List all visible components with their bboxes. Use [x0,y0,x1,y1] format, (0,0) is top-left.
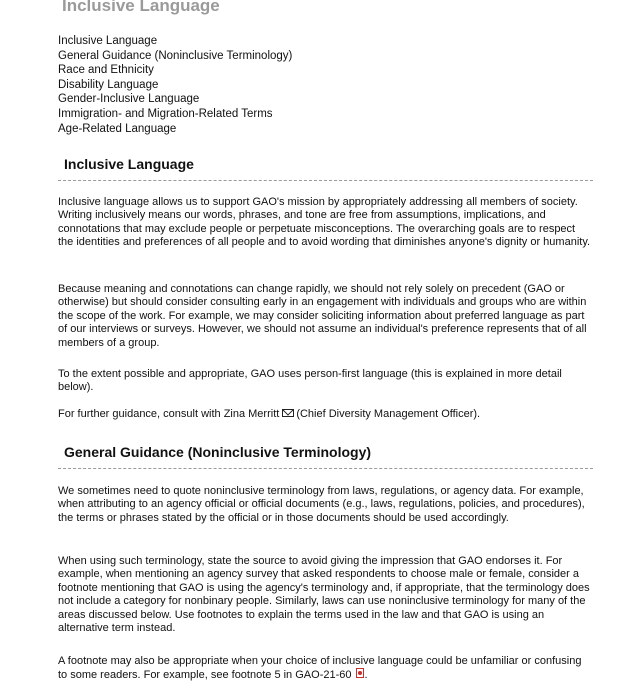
toc-item[interactable] [58,92,292,107]
toc-item[interactable] [58,78,292,93]
paragraph: Because meaning and connotations can change rapidly, we should not rely solely on precedent (GAO or otherwise) but should consider consulting early in an engagement with individuals and groups who are within the scope of the work. For example, we may consider soliciting information about preferred language as part of our interviews or surveys. However, we should not assume an individual's preference represents that of all members of a group. [58,283,587,349]
mail-icon[interactable] [282,409,294,417]
toc-link-disability-language[interactable]: Disability Language [58,78,159,91]
report-link[interactable]: GAO-21-60 [295,669,352,681]
toc-link-immigration-migration[interactable]: Immigration- and Migration-Related Terms [58,107,273,120]
paragraph: When using such terminology, state the source to avoid giving the impression that GAO endorses it. For example, when mentioning an agency survey that asked respondents to choose male or female, consider a footnote mentioning that GAO is using the agency's terminology and, if appropriate, that the terminology does not include a category for nonbinary people. Similarly, laws can use noninclusive terminology for many of the areas discussed below. Use footnotes to explain the terms used in the law and that GAO is using an alternative term instead. [58,555,590,635]
contact-text: For further guidance, consult with Zina Merritt [58,408,280,420]
page-title: Inclusive Language [62,0,220,15]
paragraph-contact [58,408,593,421]
contact-role-text: (Chief Diversity Management Officer). [296,408,481,420]
toc-item[interactable] [58,34,292,49]
pdf-icon[interactable] [355,668,365,679]
paragraph: To the extent possible and appropriate, GAO uses person-first language (this is explained in more detail below). [58,368,562,394]
paragraph: Inclusive language allows us to support GAO's mission by appropriately addressing all members of society. Writing inclusively means our words, phrases, and tone are free from assumptions, implications, and connotations that may exclude people or perpetuate misconceptions. The overarching goals are to respect the identities and preferences of all people and to avoid wording that diminishes anyone's dignity or humanity. [58,196,591,249]
toc-item[interactable] [58,49,292,64]
paragraph-footnote [58,655,593,681]
toc-link-inclusive-language[interactable]: Inclusive Language [58,35,158,47]
section-divider [58,468,593,469]
footnote-text: A footnote may also be appropriate when your choice of inclusive language could be unfamiliar or confusing to some readers. For example, see footnote 5 in [58,655,582,681]
section-general-guidance-heading [58,444,593,469]
section-heading: Inclusive Language [64,156,194,172]
footnote-end: . [364,669,368,681]
section-heading: General Guidance (Noninclusive Terminology) [64,444,372,460]
toc-link-age-related[interactable]: Age-Related Language [58,122,177,135]
paragraph: We sometimes need to quote noninclusive terminology from laws, regulations, or agency data. For example, when attributing to an agency official or official documents (e.g., laws, regulations, policies, and procedures), the terms or phrases stated by the official or in those documents should be used accordingly. [58,485,585,524]
section-divider [58,180,593,181]
toc-item[interactable] [58,122,292,137]
toc-item[interactable] [58,107,292,122]
section-inclusive-language-heading [58,156,593,181]
table-of-contents [58,34,292,136]
toc-link-gender-inclusive[interactable]: Gender-Inclusive Language [58,93,200,106]
toc-link-race-ethnicity[interactable]: Race and Ethnicity [58,64,154,77]
toc-item[interactable] [58,63,292,78]
toc-link-general-guidance[interactable]: General Guidance (Noninclusive Terminology) [58,49,293,62]
